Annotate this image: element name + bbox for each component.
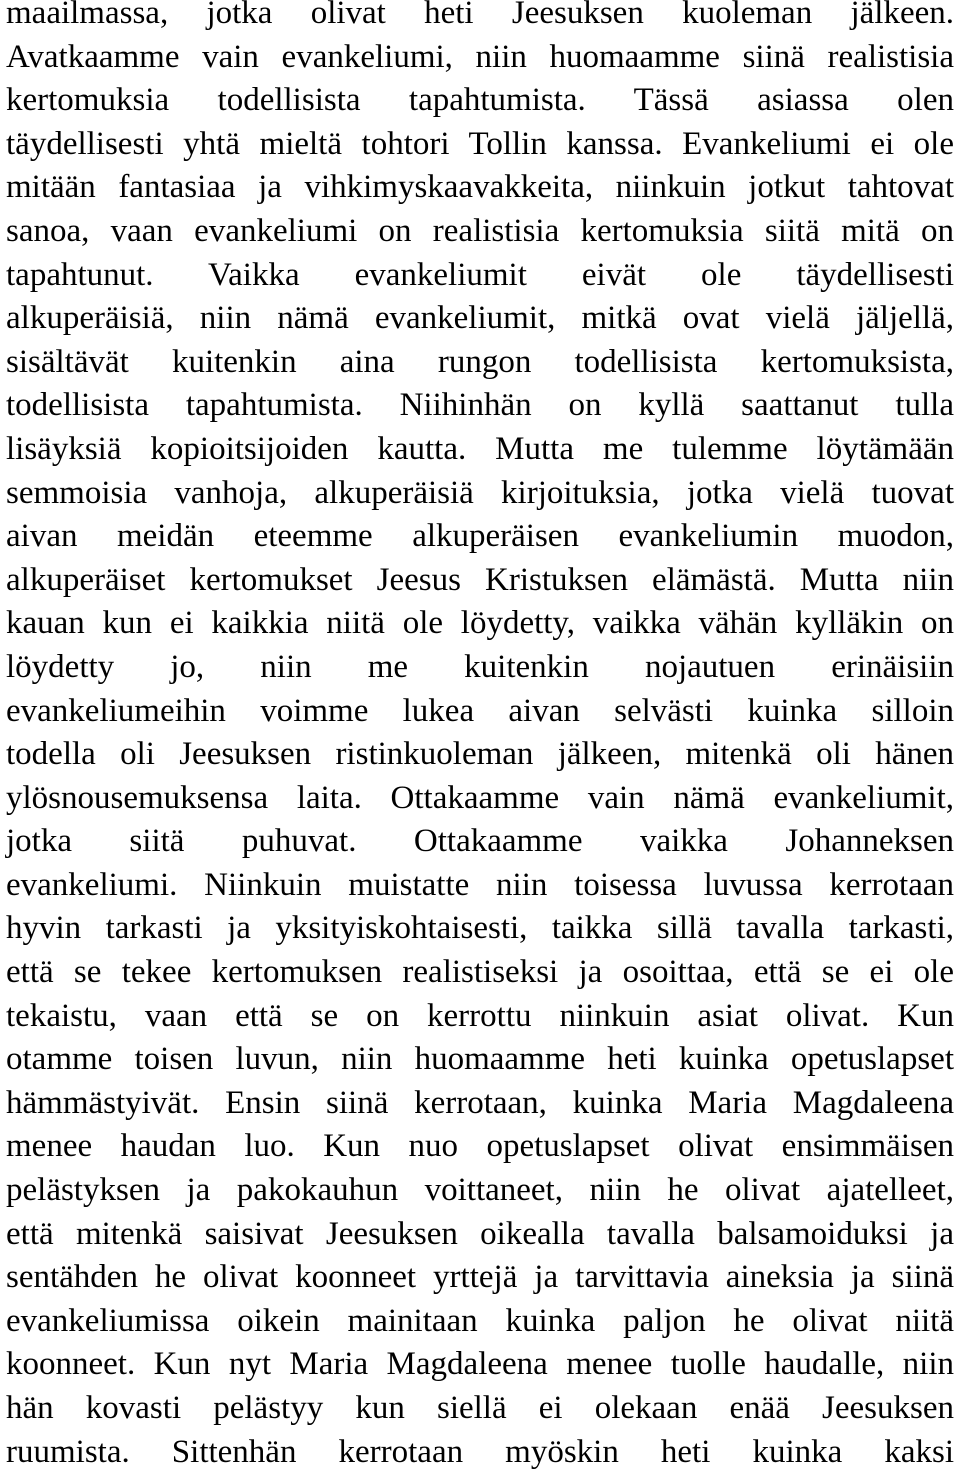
text-line: kertomuksia todellisista tapahtumista. Tässä asiassa olen [6,82,954,119]
text-line: semmoisia vanhoja, alkuperäisiä kirjoituksia, jotka vielä tuovat [6,474,954,511]
text-line: hämmästyivät. Ensin siinä kerrotaan, kuinka Maria Magdaleena [6,1084,954,1121]
text-line: aivan meidän eteemme alkuperäisen evankeliumin muodon, [6,518,954,555]
text-line: täydellisesti yhtä mieltä tohtori Tollin kanssa. Evankeliumi ei ole [6,125,954,162]
text-line: tekaistu, vaan että se on kerrottu niinkuin asiat olivat. Kun [6,997,954,1034]
text-line: kauan kun ei kaikkia niitä ole löydetty, vaikka vähän kylläkin on [6,605,954,642]
text-line: hän kovasti pelästyy kun siellä ei olekaan enää Jeesuksen [6,1390,954,1426]
text-line: jotka siitä puhuvat. Ottakaamme vaikka Johanneksen [6,823,954,860]
text-line: Avatkaamme vain evankeliumi, niin huomaamme siinä realistisia [6,38,954,75]
text-line: evankeliumi. Niinkuin muistatte niin toisessa luvussa kerrotaan [6,866,954,903]
text-line: evankeliumissa oikein mainitaan kuinka paljon he olivat niitä [6,1302,954,1339]
text-line: pelästyksen ja pakokauhun voittaneet, niin he olivat ajatelleet, [6,1172,954,1209]
text-line: koonneet. Kun nyt Maria Magdaleena menee tuolle haudalle, niin [6,1346,954,1383]
text-line: maailmassa, jotka olivat heti Jeesuksen kuoleman jälkeen. [6,0,954,31]
text-line: ruumista. Sittenhän kerrotaan myöskin heti kuinka kaksi [6,1433,954,1470]
text-line: sisältävät kuitenkin aina rungon todellisista kertomuksista, [6,343,954,380]
text-line: sentähden he olivat koonneet yrttejä ja tarvittavia aineksia ja siinä [6,1259,954,1296]
text-line: evankeliumeihin voimme lukea aivan selvästi kuinka silloin [6,692,954,729]
text-line: sanoa, vaan evankeliumi on realistisia kertomuksia siitä mitä on [6,212,954,249]
text-line: lisäyksiä kopioitsijoiden kautta. Mutta me tulemme löytämään [6,430,954,467]
text-line: mitään fantasiaa ja vihkimyskaavakkeita, niinkuin jotkut tahtovat [6,169,954,206]
text-line: että mitenkä saisivat Jeesuksen oikealla tavalla balsamoiduksi ja [6,1215,954,1252]
text-line: tapahtunut. Vaikka evankeliumit eivät ole täydellisesti [6,256,954,293]
text-line: otamme toisen luvun, niin huomaamme heti kuinka opetuslapset [6,1041,954,1078]
text-line: menee haudan luo. Kun nuo opetuslapset olivat ensimmäisen [6,1128,954,1165]
text-line: ylösnousemuksensa laita. Ottakaamme vain nämä evankeliumit, [6,779,954,816]
text-line: alkuperäisiä, niin nämä evankeliumit, mitkä ovat vielä jäljellä, [6,300,954,337]
text-line: löydetty jo, niin me kuitenkin nojautuen erinäisiin [6,648,954,685]
text-line: todella oli Jeesuksen ristinkuoleman jälkeen, mitenkä oli hänen [6,736,954,773]
text-line: että se tekee kertomuksen realistiseksi ja osoittaa, että se ei ole [6,954,954,991]
text-line: alkuperäiset kertomukset Jeesus Kristuksen elämästä. Mutta niin [6,561,954,598]
text-line: todellisista tapahtumista. Niihinhän on kyllä saattanut tulla [6,387,954,424]
text-line: hyvin tarkasti ja yksityiskohtaisesti, taikka sillä tavalla tarkasti, [6,910,954,947]
body-text [6,0,954,1474]
